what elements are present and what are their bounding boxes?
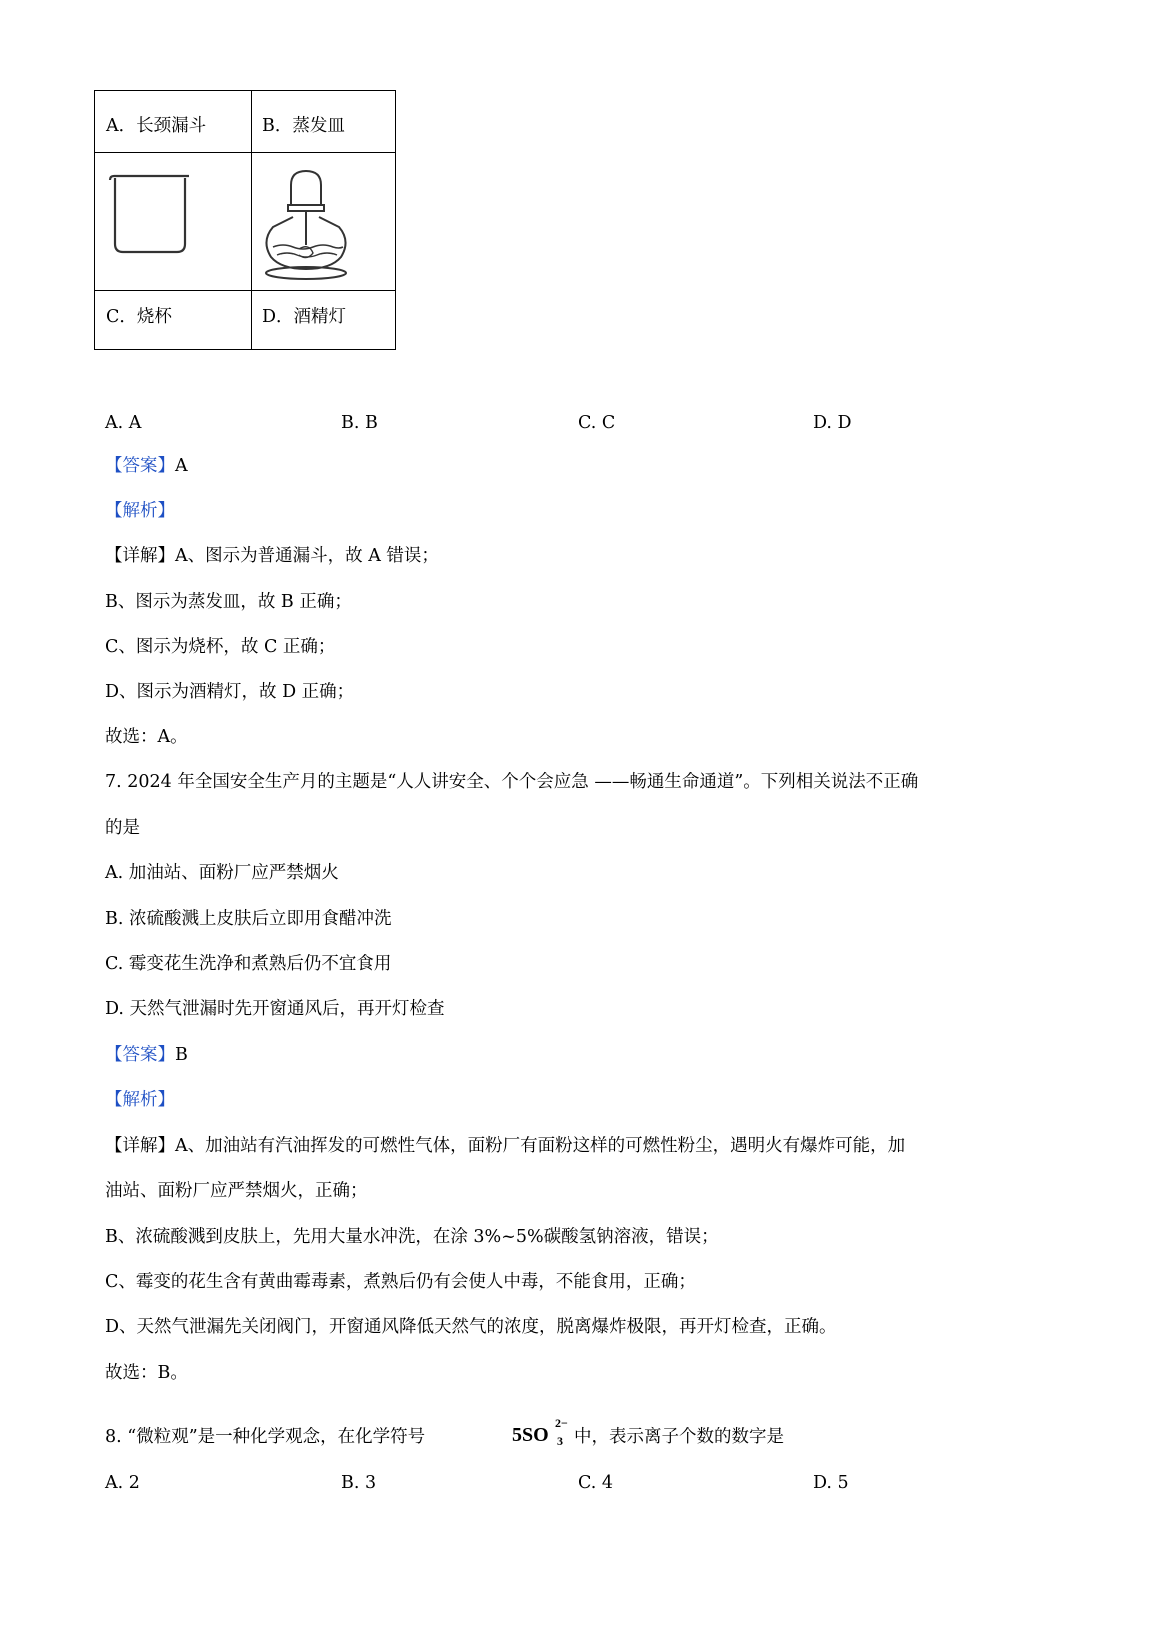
beaker-icon	[107, 174, 193, 260]
q6-analysis-tag: 【解析】	[105, 501, 175, 521]
q8-option-c: C. 4	[578, 1473, 614, 1493]
q6-conclusion: 故选：A。	[105, 727, 188, 747]
q6-detail-line	[105, 548, 439, 566]
table-divider	[251, 91, 252, 349]
q7-answer	[105, 1047, 188, 1065]
q7-detail-line	[105, 1138, 905, 1156]
alcohol-lamp-icon	[263, 165, 349, 283]
detail-tag: 【详解】	[105, 546, 175, 566]
formula-subscript: 3	[557, 1434, 563, 1448]
q6-option-d: D. D	[813, 413, 852, 433]
formula-main: 5SO	[512, 1424, 549, 1446]
cell-a-label: A．长颈漏斗	[106, 116, 207, 136]
formula-charge: 2−	[555, 1416, 568, 1430]
cell-c-label: C．烧杯	[106, 307, 172, 327]
detail-text: A、加油站有汽油挥发的可燃性气体，面粉厂有面粉这样的可燃性粉尘，遇明火有爆炸可能，加	[175, 1136, 906, 1156]
q7-detail-line: B、浓硫酸溅到皮肤上，先用大量水冲洗，在涂 3%~5%碳酸氢钠溶液，错误；	[105, 1227, 719, 1247]
q7-option-d: D. 天然气泄漏时先开窗通风后，再开灯检查	[105, 999, 445, 1019]
q8-stem-before: 8. “微粒观”是一种化学观念，在化学符号	[105, 1427, 426, 1447]
q7-detail-line: 油站、面粉厂应严禁烟火，正确；	[105, 1181, 368, 1201]
q7-stem-line1: 7. 2024 年全国安全生产月的主题是“人人讲安全、个个会应急 ——畅通生命通道”。下列相关说法不正确	[105, 772, 919, 792]
q7-conclusion: 故选：B。	[105, 1363, 188, 1383]
answer-tag: 【答案】	[105, 456, 175, 476]
q6-detail-line: C、图示为烧杯，故 C 正确；	[105, 637, 336, 657]
chemical-formula	[512, 1416, 568, 1448]
q7-option-a: A. 加油站、面粉厂应严禁烟火	[105, 863, 339, 883]
q6-detail-line: D、图示为酒精灯，故 D 正确；	[105, 682, 355, 702]
q7-analysis-tag: 【解析】	[105, 1090, 175, 1110]
q7-detail-line: D、天然气泄漏先关闭阀门，开窗通风降低天然气的浓度，脱离爆炸极限，再开灯检查，正确。	[105, 1317, 837, 1337]
detail-text: A、图示为普通漏斗，故 A 错误；	[175, 546, 439, 566]
apparatus-table	[94, 90, 396, 350]
q6-option-b: B. B	[341, 413, 378, 433]
q7-detail-line: C、霉变的花生含有黄曲霉毒素，煮熟后仍有会使人中毒，不能食用，正确；	[105, 1272, 696, 1292]
answer-tag: 【答案】	[105, 1045, 175, 1065]
q8-option-a: A. 2	[105, 1473, 140, 1493]
q6-option-a: A. A	[105, 413, 142, 433]
table-divider	[95, 290, 395, 291]
q6-option-c: C. C	[578, 413, 616, 433]
cell-d-label: D．酒精灯	[262, 307, 347, 327]
q8-option-d: D. 5	[813, 1473, 849, 1493]
q7-stem-line2: 的是	[105, 818, 140, 838]
q6-detail-line: B、图示为蒸发皿，故 B 正确；	[105, 592, 352, 612]
answer-value: B	[175, 1045, 188, 1065]
q7-option-b: B. 浓硫酸溅上皮肤后立即用食醋冲洗	[105, 909, 392, 929]
q7-option-c: C. 霉变花生洗净和煮熟后仍不宜食用	[105, 954, 392, 974]
q8-stem-after: 中，表示离子个数的数字是	[574, 1427, 784, 1447]
answer-value: A	[175, 456, 188, 476]
q6-answer	[105, 458, 188, 476]
q8-option-b: B. 3	[341, 1473, 377, 1493]
table-divider	[95, 152, 395, 153]
cell-b-label: B．蒸发皿	[262, 116, 345, 136]
detail-tag: 【详解】	[105, 1136, 175, 1156]
